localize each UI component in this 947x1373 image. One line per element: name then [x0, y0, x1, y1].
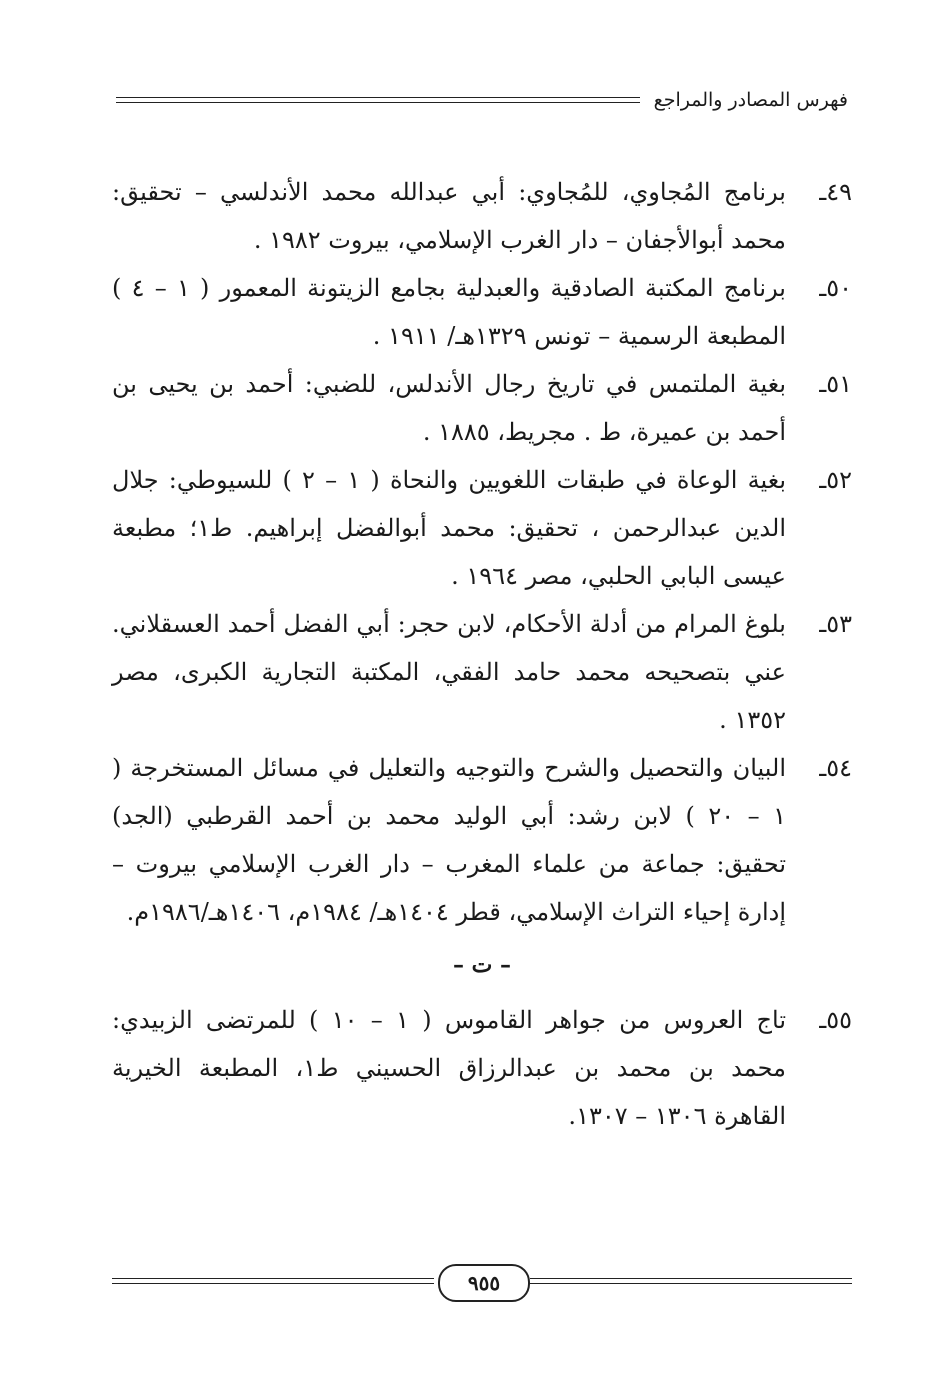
entry-53: [112, 600, 852, 744]
header-rule: [116, 97, 640, 103]
entry-52: [112, 456, 852, 600]
entry-number: ٥١ـ: [819, 370, 852, 398]
running-header: [116, 84, 848, 116]
section-heading: – ت –: [452, 952, 512, 978]
entry-number: ٥٢ـ: [819, 466, 852, 494]
footer-rule-right: [530, 1278, 852, 1284]
entry-number: ٥٥ـ: [819, 1006, 852, 1034]
header-title: فهرس المصادر والمراجع: [653, 89, 848, 111]
entry-text: تاج العروس من جواهر القاموس ( ١ – ١٠ ) للمرتضى الزبيدي: محمد بن محمد بن عبدالرزاق الحسيني ط١، المطبعة الخيرية القاهرة ١٣٠٦ – ١٣٠٧.: [112, 1006, 787, 1130]
entry-55: [112, 996, 852, 1140]
entry-49: [112, 168, 852, 264]
entry-text: برنامج المكتبة الصادقية والعبدلية بجامع الزيتونة المعمور ( ١ – ٤ ) المطبعة الرسمية – تونس ١٣٢٩هـ/ ١٩١١ .: [112, 274, 786, 350]
entry-50: [112, 264, 852, 360]
page-number: ٩٥٥: [438, 1264, 530, 1302]
page-footer: [112, 1264, 852, 1304]
bibliography-list: [112, 168, 852, 1140]
entry-number: ٥٠ـ: [819, 274, 852, 302]
entry-number: ٤٩ـ: [819, 178, 852, 206]
entry-text: برنامج المُجاوي، للمُجاوي: أبي عبدالله محمد الأندلسي – تحقيق: محمد أبوالأجفان – دار الغرب الإسلامي، بيروت ١٩٨٢ .: [112, 178, 786, 254]
entry-54: [112, 744, 852, 936]
entry-number: ٥٤ـ: [819, 754, 852, 782]
entry-text: بغية الوعاة في طبقات اللغويين والنحاة ( ١ – ٢ ) للسيوطي: جلال الدين عبدالرحمن ، تحقيق: محمد أبوالفضل إبراهيم. ط١؛ مطبعة عيسى البابي الحلبي، مصر ١٩٦٤ .: [112, 466, 787, 590]
entry-text: بغية الملتمس في تاريخ رجال الأندلس، للضبي: أحمد بن يحيى بن أحمد بن عميرة، ط . مجريط، ١٨٨٥ .: [112, 370, 786, 446]
entry-text: البيان والتحصيل والشرح والتوجيه والتعليل في مسائل المستخرجة ( ١ – ٢٠ ) لابن رشد: أبي الوليد محمد بن أحمد القرطبي (الجد) تحقيق: جماعة من علماء المغرب – دار الغرب الإسلامي بيروت – إدارة إحياء التراث الإسلامي، قطر ١٤٠٤هـ/ ١٩٨٤م، ١٤٠٦هـ/١٩٨٦م.: [112, 754, 786, 926]
entry-51: [112, 360, 852, 456]
footer-rule-left: [112, 1278, 434, 1284]
entry-number: ٥٣ـ: [819, 610, 852, 638]
entry-text: بلوغ المرام من أدلة الأحكام، لابن حجر: أبي الفضل أحمد العسقلاني. عني بتصحيحه محمد حامد الفقي، المكتبة التجارية الكبرى، مصر ١٣٥٢ .: [112, 610, 786, 734]
